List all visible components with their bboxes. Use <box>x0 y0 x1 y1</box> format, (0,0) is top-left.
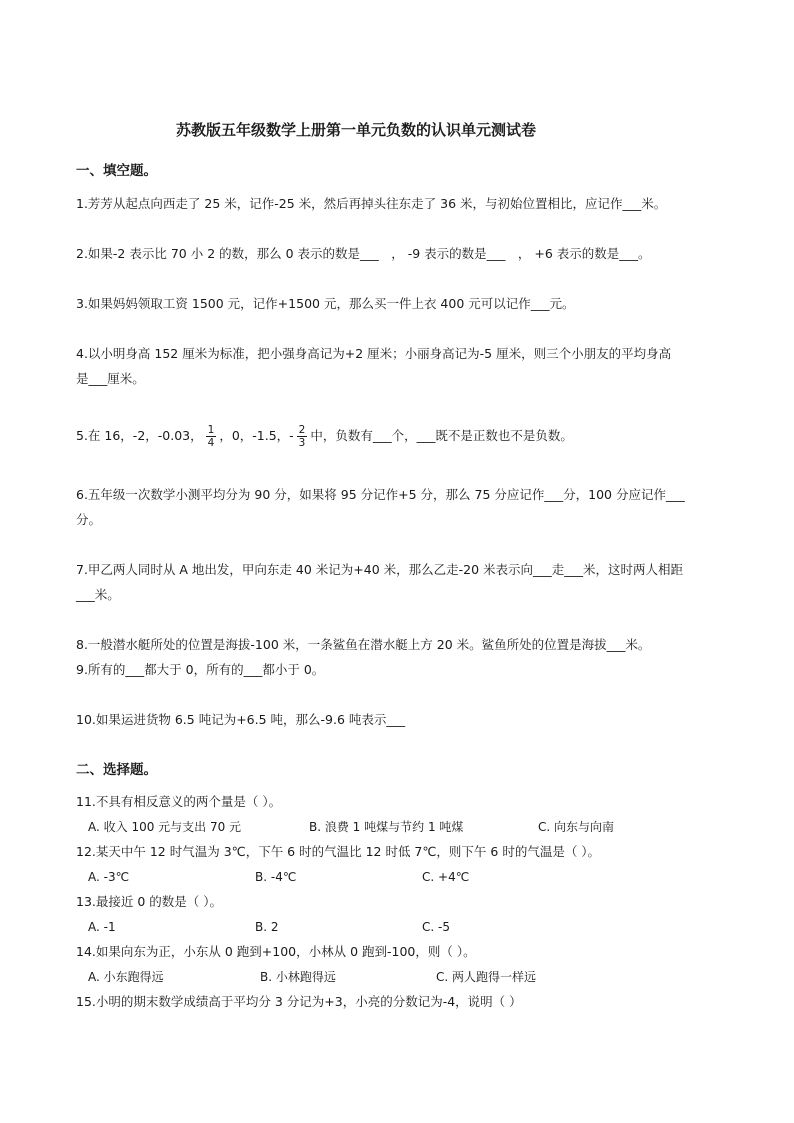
fraction-2-numerator: 2 <box>298 424 306 436</box>
question-12-option-a: A. -3℃ <box>88 870 130 884</box>
page-title: 苏教版五年级数学上册第一单元负数的认识单元测试卷 <box>176 121 537 139</box>
question-15: 15.小明的期末数学成绩高于平均分 3 分记为+3，小亮的分数记为-4，说明（ ） <box>76 994 522 1009</box>
question-8: 8.一般潜水艇所处的位置是海拔-100 米，一条鲨鱼在潜水艇上方 20 米。鲨鱼所处的位置是海拔___米。 <box>76 637 651 652</box>
fraction-2-denominator: 3 <box>298 437 306 449</box>
fraction-one-quarter <box>206 424 217 449</box>
question-14: 14.如果向东为正，小东从 0 跑到+100，小林从 0 跑到-100，则（ ）。 <box>76 944 476 959</box>
question-12-option-c: C. +4℃ <box>422 870 470 884</box>
question-4-line-1: 4.以小明身高 152 厘米为标准，把小强身高记为+2 厘米；小丽身高记为-5 厘米，则三个小朋友的平均身高 <box>76 346 672 361</box>
question-12-option-b: B. -4℃ <box>255 870 297 884</box>
question-11: 11.不具有相反意义的两个量是（ ）。 <box>76 794 282 809</box>
question-14-option-a: A. 小东跑得远 <box>88 970 164 984</box>
question-7-line-2: ___米。 <box>76 587 120 602</box>
question-4-line-2: 是___厘米。 <box>76 371 145 386</box>
question-3: 3.如果妈妈领取工资 1500 元，记作+1500 元，那么买一件上衣 400 元可以记作___元。 <box>76 296 575 311</box>
question-12: 12.某天中午 12 时气温为 3℃，下午 6 时的气温比 12 时低 7℃，则下午 6 时的气温是（ ）。 <box>76 844 601 859</box>
fraction-1-numerator: 1 <box>207 424 215 436</box>
question-13-option-b: B. 2 <box>255 920 279 934</box>
question-2: 2.如果-2 表示比 70 小 2 的数，那么 0 表示的数是___ ， -9 表示的数是___ ， +6 表示的数是___。 <box>76 246 651 261</box>
question-7-line-1: 7.甲乙两人同时从 A 地出发，甲向东走 40 米记为+40 米，那么乙走-20 米表示向___走___米，这时两人相距 <box>76 562 684 577</box>
question-11-option-a: A. 收入 100 元与支出 70 元 <box>88 820 242 834</box>
question-9: 9.所有的___都大于 0，所有的___都小于 0。 <box>76 662 325 677</box>
question-5-text-mid: ，0，-1.5，- <box>219 428 294 443</box>
question-14-option-b: B. 小林跑得远 <box>260 970 336 984</box>
question-5 <box>76 420 573 452</box>
question-14-option-c: C. 两人跑得一样远 <box>436 970 537 984</box>
question-13-option-c: C. -5 <box>422 920 450 934</box>
question-10: 10.如果运进货物 6.5 吨记为+6.5 吨，那么-9.6 吨表示___ <box>76 712 406 727</box>
question-6-line-1: 6.五年级一次数学小测平均分为 90 分，如果将 95 分记作+5 分，那么 75 分应记作___分，100 分应记作___ <box>76 487 685 502</box>
question-6-line-2: 分。 <box>76 512 102 527</box>
fraction-two-thirds <box>297 424 308 449</box>
question-5-text-pre: 5.在 16，-2，-0.03， <box>76 428 203 443</box>
fraction-1-denominator: 4 <box>207 437 215 449</box>
question-1: 1.芳芳从起点向西走了 25 米，记作-25 米，然后再掉头往东走了 36 米，与初始位置相比，应记作___米。 <box>76 196 667 211</box>
section-heading-fill-blank: 一、填空题。 <box>76 163 157 179</box>
question-11-option-b: B. 浪费 1 吨煤与节约 1 吨煤 <box>309 820 464 834</box>
question-13: 13.最接近 0 的数是（ ）。 <box>76 894 223 909</box>
question-13-option-a: A. -1 <box>88 920 116 934</box>
section-heading-multiple-choice: 二、选择题。 <box>76 762 157 778</box>
question-11-option-c: C. 向东与向南 <box>538 820 615 834</box>
question-5-text-post: 中，负数有___个，___既不是正数也不是负数。 <box>310 428 573 443</box>
